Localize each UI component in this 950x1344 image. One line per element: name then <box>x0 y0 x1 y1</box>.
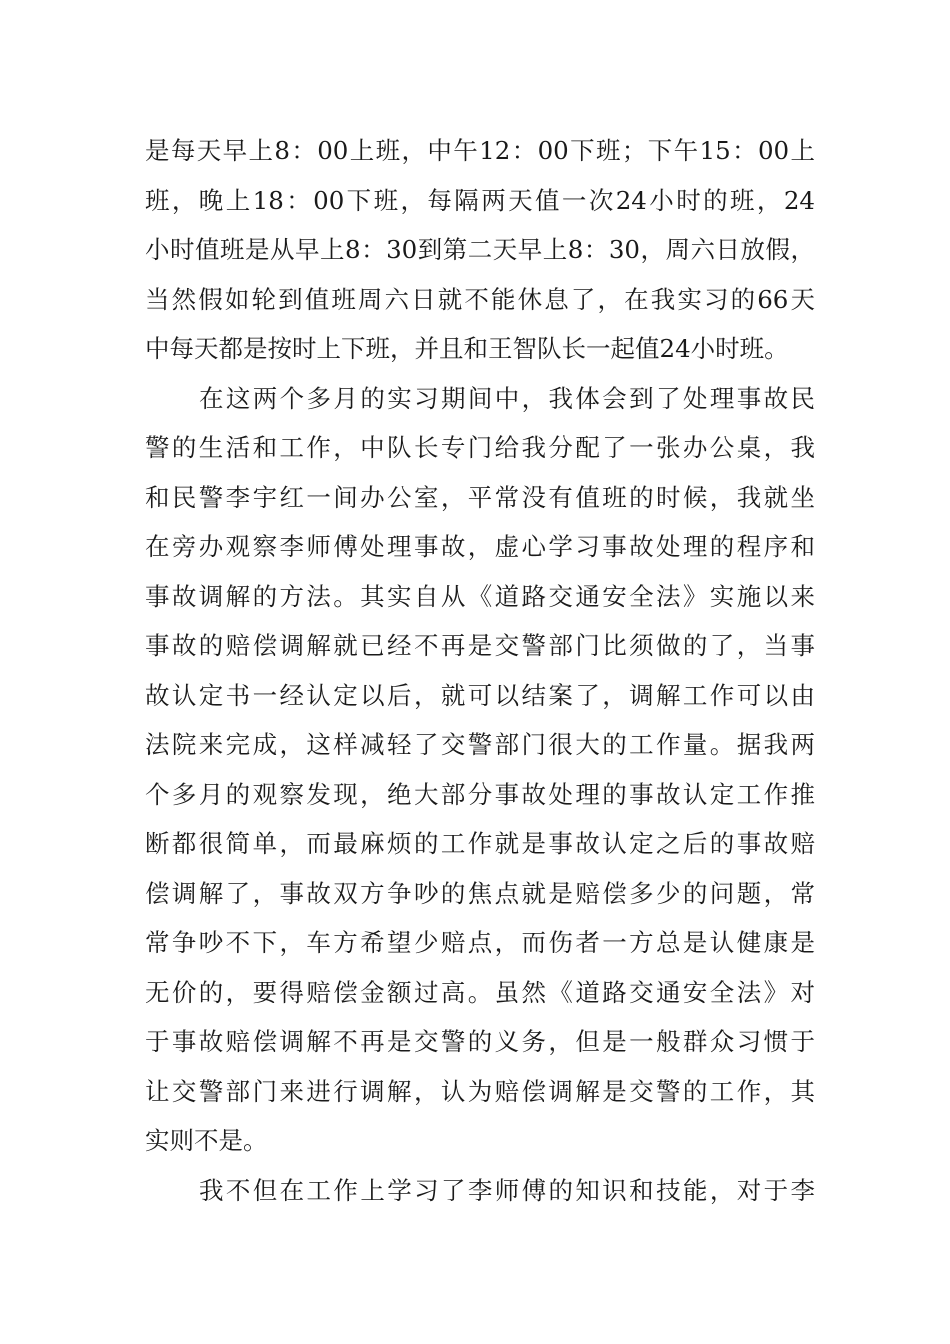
text-line: 法院来完成，这样减轻了交警部门很大的工作量。据我两 <box>145 730 815 759</box>
text-line: 和民警李宇红一间办公室，平常没有值班的时候，我就坐 <box>145 482 815 512</box>
text-line: 中每天都是按时上下班，并且和王智队长一起值24小时班。 <box>145 334 789 363</box>
text-line: 是每天早上8：00上班，中午12：00下班；下午15：00上 <box>145 136 815 165</box>
text-line: 偿调解了，事故双方争吵的焦点就是赔偿多少的问题，常 <box>145 878 815 908</box>
paragraph-first-line: 在这两个多月的实习期间中，我体会到了处理事故民 <box>199 383 815 413</box>
text-line: 个多月的观察发现，绝大部分事故处理的事故认定工作推 <box>145 779 815 809</box>
body-text <box>145 126 815 1215</box>
text-line: 当然假如轮到值班周六日就不能休息了，在我实习的66天 <box>145 284 815 314</box>
text-line: 故认定书一经认定以后，就可以结案了，调解工作可以由 <box>145 680 815 710</box>
text-line: 实则不是。 <box>145 1126 268 1155</box>
text-line: 于事故赔偿调解不再是交警的义务，但是一般群众习惯于 <box>145 1027 815 1056</box>
text-line: 事故调解的方法。其实自从《道路交通安全法》实施以来 <box>145 581 815 611</box>
text-line: 事故的赔偿调解就已经不再是交警部门比须做的了，当事 <box>145 631 815 660</box>
text-line: 让交警部门来进行调解，认为赔偿调解是交警的工作，其 <box>145 1076 815 1106</box>
text-line: 在旁办观察李师傅处理事故，虚心学习事故处理的程序和 <box>145 532 815 561</box>
text-line: 断都很简单，而最麻烦的工作就是事故认定之后的事故赔 <box>145 829 815 858</box>
paragraph-first-line: 我不但在工作上学习了李师傅的知识和技能，对于李 <box>199 1175 815 1205</box>
text-line: 班，晚上18：00下班，每隔两天值一次24小时的班，24 <box>145 185 815 215</box>
text-line: 常争吵不下，车方希望少赔点，而伤者一方总是认健康是 <box>145 928 815 957</box>
text-line: 警的生活和工作，中队长专门给我分配了一张办公桌，我 <box>145 433 815 462</box>
text-line: 小时值班是从早上8：30到第二天早上8：30，周六日放假， <box>145 235 815 264</box>
text-line: 无价的，要得赔偿金额过高。虽然《道路交通安全法》对 <box>145 977 815 1007</box>
